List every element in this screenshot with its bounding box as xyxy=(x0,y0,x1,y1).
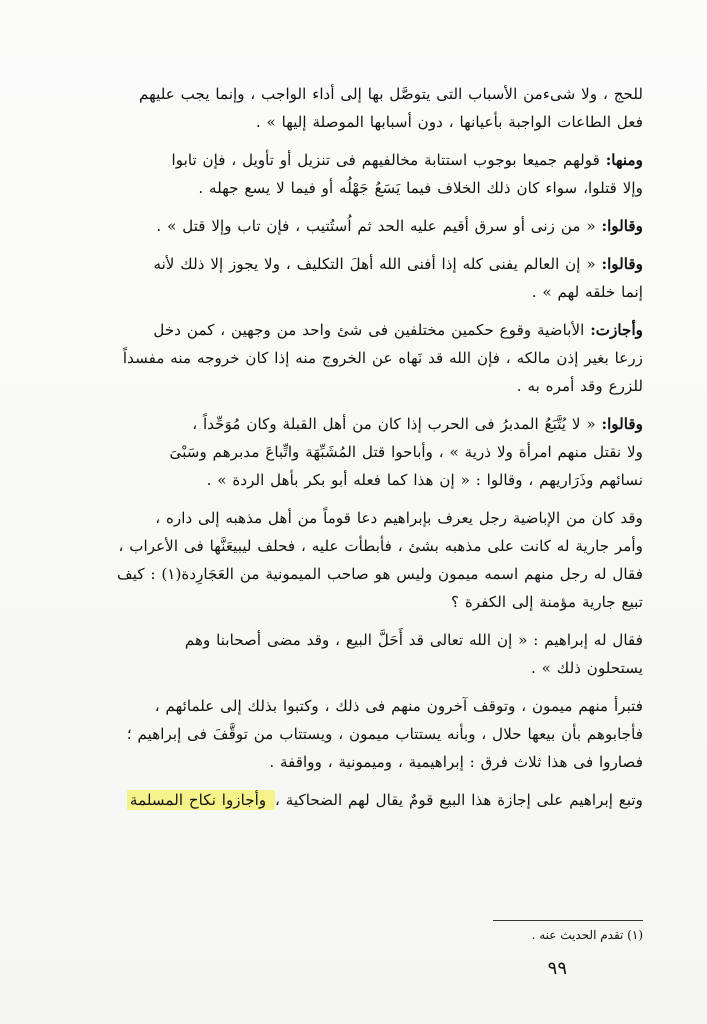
text-line xyxy=(72,250,643,278)
paragraph xyxy=(72,146,643,202)
text-line xyxy=(72,146,643,174)
paragraph xyxy=(72,316,643,400)
line-text: فأجابوهم بأن بيعها حلال ، وبأنه يستتاب ميمون ، ويستتاب من توقَّفَ فى إبراهيم ؛ xyxy=(126,725,643,743)
text-line xyxy=(72,174,643,202)
line-text: فقال له رجل منهم اسمه ميمون وليس هو صاحب الميمونية من العَجَارِدة(١) : كيف xyxy=(117,565,643,583)
paragraph xyxy=(72,80,643,136)
line-text: « من زنى أو سرق أقيم عليه الحد ثم اُستُتيب ، فإن تاب وإلا قتل » . xyxy=(156,217,602,235)
text-line xyxy=(72,720,643,748)
text-line xyxy=(72,108,643,136)
text-line xyxy=(72,344,643,372)
text-line xyxy=(72,278,643,306)
text-line xyxy=(72,504,643,532)
paragraph-lead-word: وقالوا: xyxy=(601,255,643,273)
page-number: ٩٩ xyxy=(547,958,567,979)
line-text: للحج ، ولا شىءمن الأسباب التى يتوصَّل بها إلى أداء الواجب ، وإنما يجب عليهم xyxy=(139,85,643,103)
paragraph-lead-word: ومنها: xyxy=(605,151,643,169)
paragraph xyxy=(72,250,643,306)
line-text: للزرع وقد أمره به . xyxy=(516,377,643,395)
line-text: يستحلون ذلك » . xyxy=(531,659,643,677)
paragraph-lead-word: وقالوا: xyxy=(601,415,643,433)
text-line xyxy=(72,316,643,344)
text-line xyxy=(72,212,643,240)
page-body-text xyxy=(72,80,643,824)
paragraph-list xyxy=(72,80,643,776)
line-text: فعل الطاعات الواجبة بأعيانها ، دون أسبابها الموصلة إليها » . xyxy=(255,113,643,131)
line-text: فصاروا فى هذا ثلاث فرق : إبراهيمية ، وميمونية ، وواقفة . xyxy=(269,753,643,771)
text-line xyxy=(72,532,643,560)
text-line xyxy=(72,626,643,654)
line-text: نسائهم وذَرَاريهم ، وقالوا : « إن هذا كما فعله أبو بكر بأهل الردة » . xyxy=(206,471,643,489)
paragraph xyxy=(72,410,643,494)
line-text: وإلا قتلوا، سواء كان ذلك الخلاف فيما يَسَعُ جَهْلُه أو فيما لا يسع جهله . xyxy=(198,179,643,197)
line-text: « إن العالم يفنى كله إذا أفنى الله أهلَ التكليف ، ولا يجوز إلا ذلك لأنه xyxy=(153,255,602,273)
paragraph-lead-word: وأجازت: xyxy=(590,321,643,339)
footnote: (١) تقدم الحديث عنه . xyxy=(531,928,643,942)
line-text: تبيع جارية مؤمنة إلى الكفرة ؟ xyxy=(451,593,643,611)
highlighted-text: وأجازوا نكاح المسلمة xyxy=(127,790,275,810)
paragraph xyxy=(72,212,643,240)
text-line xyxy=(72,654,643,682)
text-line xyxy=(72,372,643,400)
text-line xyxy=(72,692,643,720)
paragraph xyxy=(72,692,643,776)
text-line xyxy=(72,80,643,108)
text-line xyxy=(72,410,643,438)
line-text: ولا نقتل منهم امرأة ولا ذرية » ، وأباحوا قتل المُشَبِّهَة واتِّباعَ مدبرهم وسَبْىَ xyxy=(169,443,643,461)
paragraph xyxy=(72,626,643,682)
footnote-separator xyxy=(493,920,643,921)
line-text: فتبرأ منهم ميمون ، وتوقف آخرون منهم فى ذلك ، وكتبوا بذلك إلى علمائهم ، xyxy=(154,697,643,715)
line-text: وأمر جارية له كانت على مذهبه بشئ ، فأبطأت عليه ، فحلف ليبيعَنَّها فى الأعراب ، xyxy=(118,537,643,555)
text-line xyxy=(72,560,643,588)
line-text: إنما خلقه لهم » . xyxy=(531,283,643,301)
line-text: زرعا بغير إذن مالكه ، فإن الله قد نَهاه عن الخروج منه إذا كان خروجه منه مفسداً xyxy=(122,349,643,367)
line-text: الأباضية وقوع حكمين مختلفين فى شئ واحد من وجهين ، كمن دخل xyxy=(153,321,591,339)
line-text: قولهم جميعا بوجوب استتابة مخالفيهم فى تنزيل أو تأويل ، فإن تابوا xyxy=(171,151,606,169)
line-text: وقد كان من الإباضية رجل يعرف بإبراهيم دعا قوماً من أهل مذهبه إلى داره ، xyxy=(155,509,643,527)
text-line xyxy=(72,466,643,494)
text-line xyxy=(72,748,643,776)
line-text: فقال له إبراهيم : « إن الله تعالى قد أَحَلَّ البيع ، وقد مضى أصحابنا وهم xyxy=(184,631,643,649)
text-line xyxy=(72,438,643,466)
last-line-text: وتبع إبراهيم على إجازة هذا البيع قومٌ يقال لهم الضحاكية ، xyxy=(275,791,643,809)
paragraph-dahhakiya xyxy=(72,786,643,814)
paragraph-lead-word: وقالوا: xyxy=(601,217,643,235)
text-line xyxy=(72,588,643,616)
line-text: « لا يُتَّبَعُ المدبرُ فى الحرب إذا كان من أهل القبلة وكان مُوَحِّداً ، xyxy=(192,415,602,433)
paragraph xyxy=(72,504,643,616)
